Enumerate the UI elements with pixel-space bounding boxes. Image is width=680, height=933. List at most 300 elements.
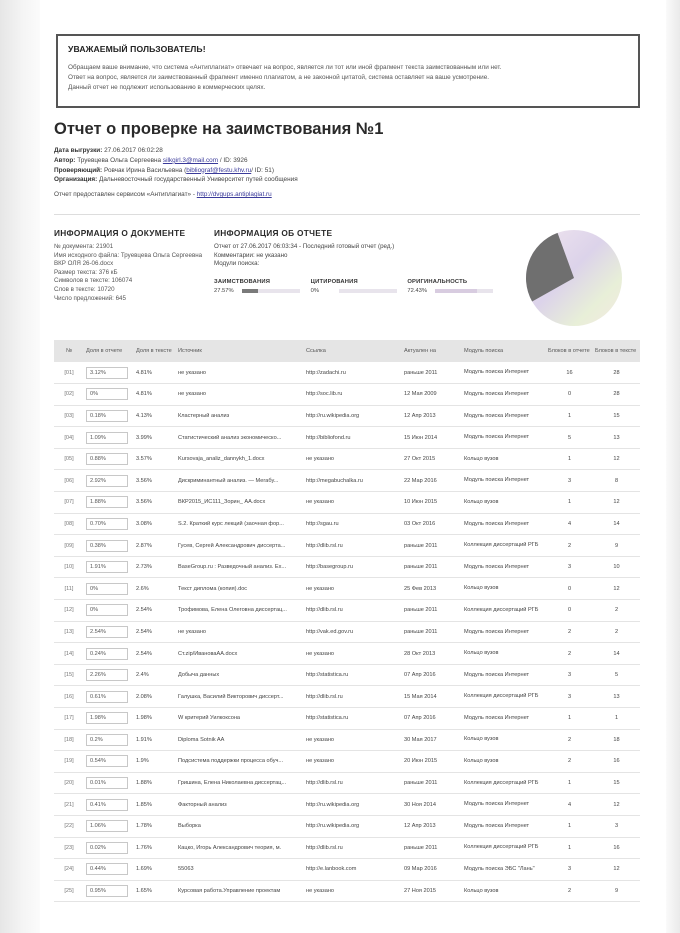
doc-file-name: Имя исходного файла: Труевцева Ольга Сергеевна ВКР ОЛЯ 26-06.docx — [54, 251, 203, 268]
row-share-report-cell — [84, 664, 134, 686]
row-blocks-report: 2 — [546, 535, 593, 557]
row-search-module: Модуль поиска Интернет — [462, 794, 546, 816]
row-number: [12] — [54, 600, 84, 622]
checker-email-link[interactable]: bibliograf@festu.khv.ru — [186, 166, 252, 174]
row-number: [13] — [54, 621, 84, 643]
report-comments: Комментарии: не указано — [214, 251, 288, 259]
row-actual-date: 27 Ноя 2015 — [402, 880, 462, 902]
stat-originality-bar-fill — [435, 289, 477, 293]
report-info-title: ИНФОРМАЦИЯ ОБ ОТЧЕТЕ — [214, 228, 333, 238]
row-blocks-report: 2 — [546, 880, 593, 902]
author-label: Автор: — [54, 156, 76, 164]
author-email-link[interactable]: silkgirl.3@mail.com — [162, 156, 219, 164]
row-source: Факторный анализ — [176, 794, 304, 816]
organization-label: Организация: — [54, 176, 98, 184]
row-source: Кластерный анализ — [176, 405, 304, 427]
row-link: http://dlib.rsl.ru — [304, 837, 402, 859]
row-link: http://statistica.ru — [304, 708, 402, 730]
table-header-row — [54, 340, 640, 362]
row-actual-date: 12 Апр 2013 — [402, 815, 462, 837]
organization-name: Дальневосточный государственный Университет путей сообщения — [99, 176, 298, 184]
table-row[interactable] — [54, 729, 640, 751]
row-search-module: Модуль поиска Интернет — [462, 405, 546, 427]
table-row[interactable] — [54, 513, 640, 535]
stat-originality-bar — [435, 289, 493, 293]
row-blocks-report: 1 — [546, 815, 593, 837]
row-actual-date: раньше 2011 — [402, 556, 462, 578]
sources-table — [54, 340, 640, 902]
row-number: [11] — [54, 578, 84, 600]
notice-line-2: Ответ на вопрос, является ли заимствованный фрагмент именно плагиатом, а не законной цитатой, система оставляет на ваше усмотрение. — [68, 74, 490, 82]
row-actual-date: раньше 2011 — [402, 621, 462, 643]
row-source: Курсовая работа.Управление проектам — [176, 880, 304, 902]
row-share-report: 0.54% — [86, 755, 128, 767]
row-link: http://e.lanbook.com — [304, 859, 402, 881]
row-share-report-cell — [84, 405, 134, 427]
row-source: Подсистема поддержки процесса обуч... — [176, 751, 304, 773]
row-source: BaseGroup.ru : Разведочный анализ. Ех... — [176, 556, 304, 578]
row-share-report: 0% — [86, 604, 128, 616]
row-share-report: 2.54% — [86, 626, 128, 638]
row-link: не указано — [304, 880, 402, 902]
row-number: [16] — [54, 686, 84, 708]
stat-citation-value: 0% — [310, 287, 320, 294]
row-blocks-report: 2 — [546, 729, 593, 751]
row-link: http://soc.lib.ru — [304, 384, 402, 406]
row-actual-date: 30 Ноя 2014 — [402, 794, 462, 816]
row-share-report: 0.02% — [86, 842, 128, 854]
row-search-module: Коллекция диссертаций РГБ — [462, 600, 546, 622]
row-blocks-text: 9 — [593, 880, 640, 902]
table-row[interactable] — [54, 405, 640, 427]
stat-citation — [311, 279, 408, 294]
col-blocks-report-header: Блоков в отчете — [546, 340, 593, 362]
row-source: 55063 — [176, 859, 304, 881]
row-share-report-cell — [84, 621, 134, 643]
row-search-module: Коллекция диссертаций РГБ — [462, 837, 546, 859]
row-number: [17] — [54, 708, 84, 730]
row-share-text: 2.08% — [134, 686, 176, 708]
table-row[interactable] — [54, 492, 640, 514]
author-line — [54, 156, 298, 166]
row-blocks-text: 13 — [593, 686, 640, 708]
table-row[interactable] — [54, 664, 640, 686]
stat-borrowing-bar — [242, 289, 300, 293]
table-row[interactable] — [54, 535, 640, 557]
row-search-module: Кольцо вузов — [462, 729, 546, 751]
col-actual-header: Актуален на — [402, 340, 462, 362]
row-blocks-report: 0 — [546, 600, 593, 622]
row-source: Diploma Sotnik AA — [176, 729, 304, 751]
row-blocks-text: 5 — [593, 664, 640, 686]
row-blocks-text: 16 — [593, 751, 640, 773]
row-blocks-text: 13 — [593, 427, 640, 449]
table-row[interactable] — [54, 427, 640, 449]
row-source: Выборка — [176, 815, 304, 837]
col-link-header: Ссылка — [304, 340, 402, 362]
table-row[interactable] — [54, 470, 640, 492]
row-link: не указано — [304, 751, 402, 773]
row-share-text: 3.08% — [134, 513, 176, 535]
col-number-header: № — [54, 340, 84, 362]
row-source: Статистический анализ экономическо... — [176, 427, 304, 449]
row-share-text: 4.81% — [134, 362, 176, 384]
row-share-report-cell — [84, 643, 134, 665]
checker-label: Проверяющий: — [54, 166, 103, 174]
doc-char-count: Символов в тексте: 106074 — [54, 277, 133, 285]
row-link: не указано — [304, 578, 402, 600]
row-source: S.2. Краткий курс лекций (заочная фор... — [176, 513, 304, 535]
row-source: Трофимова, Елена Олеговна диссертац... — [176, 600, 304, 622]
row-blocks-report: 4 — [546, 513, 593, 535]
row-number: [15] — [54, 664, 84, 686]
row-source: Дискриминантный анализ. — Мегабу... — [176, 470, 304, 492]
row-blocks-report: 0 — [546, 578, 593, 600]
row-number: [18] — [54, 729, 84, 751]
scan-edge-right — [666, 0, 680, 933]
row-link: http://bibliofond.ru — [304, 427, 402, 449]
report-info-section — [214, 228, 504, 294]
row-search-module: Модуль поиска Интернет — [462, 470, 546, 492]
row-number: [01] — [54, 362, 84, 384]
row-share-report-cell — [84, 600, 134, 622]
row-actual-date: раньше 2011 — [402, 600, 462, 622]
row-search-module: Кольцо вузов — [462, 880, 546, 902]
row-search-module: Модуль поиска Интернет — [462, 708, 546, 730]
row-share-text: 2.54% — [134, 621, 176, 643]
row-share-report: 3.12% — [86, 367, 128, 379]
row-blocks-text: 9 — [593, 535, 640, 557]
doc-word-count: Слов в тексте: 10720 — [54, 285, 115, 293]
row-blocks-text: 16 — [593, 837, 640, 859]
service-link[interactable]: http://dvgups.antiplagiat.ru — [196, 191, 272, 199]
row-blocks-text: 12 — [593, 794, 640, 816]
row-link: http://dlib.rsl.ru — [304, 772, 402, 794]
doc-text-size: Размер текста: 376 кБ — [54, 268, 118, 276]
row-blocks-text: 14 — [593, 643, 640, 665]
notice-line-1: Обращаем ваше внимание, что система «Антиплагиат» отвечает на вопрос, является ли тот или иной фрагмент текста заимствованным или нет. — [68, 64, 502, 71]
row-source: Текст диплома (копия).doc — [176, 578, 304, 600]
originality-pie-chart — [524, 228, 624, 328]
row-blocks-report: 3 — [546, 556, 593, 578]
row-share-report: 0.95% — [86, 885, 128, 897]
row-share-report-cell — [84, 794, 134, 816]
row-actual-date: 12 Мая 2009 — [402, 384, 462, 406]
row-share-text: 1.65% — [134, 880, 176, 902]
table-row[interactable] — [54, 837, 640, 859]
row-share-report-cell — [84, 427, 134, 449]
row-source: не указано — [176, 384, 304, 406]
row-actual-date: 25 Фев 2013 — [402, 578, 462, 600]
row-link: http://basegroup.ru — [304, 556, 402, 578]
row-share-report-cell — [84, 448, 134, 470]
author-id: / ID: 3926 — [219, 156, 248, 164]
checker-name: Ровчак Ирина Васильевна ( — [103, 166, 187, 174]
table-row[interactable] — [54, 686, 640, 708]
table-row[interactable] — [54, 794, 640, 816]
row-link: не указано — [304, 448, 402, 470]
row-actual-date: раньше 2011 — [402, 837, 462, 859]
export-date-value: 27.06.2017 06:02:28 — [104, 147, 163, 154]
row-search-module: Кольцо вузов — [462, 578, 546, 600]
row-blocks-text: 12 — [593, 492, 640, 514]
row-source: W критерий Уилкоксона — [176, 708, 304, 730]
row-link: http://ru.wikipedia.org — [304, 794, 402, 816]
row-actual-date: 07 Апр 2016 — [402, 664, 462, 686]
row-share-text: 2.4% — [134, 664, 176, 686]
table-row[interactable] — [54, 751, 640, 773]
col-source-header: Источник — [176, 340, 304, 362]
row-blocks-report: 16 — [546, 362, 593, 384]
row-share-text: 2.54% — [134, 600, 176, 622]
stat-citation-bar — [339, 289, 397, 293]
row-share-text: 2.73% — [134, 556, 176, 578]
stat-borrowing-value: 27.57% — [214, 287, 234, 294]
table-row[interactable] — [54, 362, 640, 384]
row-share-text: 4.13% — [134, 405, 176, 427]
row-share-report-cell — [84, 751, 134, 773]
table-row[interactable] — [54, 859, 640, 881]
row-share-report: 2.92% — [86, 475, 128, 487]
row-share-report-cell — [84, 578, 134, 600]
row-blocks-text: 15 — [593, 405, 640, 427]
row-share-text: 1.98% — [134, 708, 176, 730]
row-source: Гусев, Сергей Александрович диссерта... — [176, 535, 304, 557]
row-actual-date: 28 Окт 2013 — [402, 643, 462, 665]
row-share-text: 1.85% — [134, 794, 176, 816]
doc-number: № документа: 21901 — [54, 243, 114, 250]
row-blocks-report: 1 — [546, 708, 593, 730]
row-share-report: 0.01% — [86, 777, 128, 789]
row-search-module: Кольцо вузов — [462, 751, 546, 773]
row-actual-date: 15 Мая 2014 — [402, 686, 462, 708]
row-blocks-report: 5 — [546, 427, 593, 449]
row-search-module: Модуль поиска Интернет — [462, 362, 546, 384]
row-share-text: 3.57% — [134, 448, 176, 470]
row-share-report: 1.91% — [86, 561, 128, 573]
row-number: [10] — [54, 556, 84, 578]
row-blocks-text: 12 — [593, 859, 640, 881]
row-share-text: 2.54% — [134, 643, 176, 665]
report-info-line: Отчет от 27.06.2017 06:03:34 - Последний готовый отчет (ред.) — [214, 243, 395, 250]
row-link: http://zadachi.ru — [304, 362, 402, 384]
row-number: [06] — [54, 470, 84, 492]
row-link: не указано — [304, 643, 402, 665]
table-row[interactable] — [54, 556, 640, 578]
row-blocks-text: 10 — [593, 556, 640, 578]
row-source: Добыча данных — [176, 664, 304, 686]
row-actual-date: раньше 2011 — [402, 772, 462, 794]
row-share-text: 3.99% — [134, 427, 176, 449]
scan-edge-left — [0, 0, 40, 933]
row-share-text: 1.91% — [134, 729, 176, 751]
row-share-report-cell — [84, 815, 134, 837]
row-share-report-cell — [84, 362, 134, 384]
row-blocks-text: 28 — [593, 384, 640, 406]
table-row[interactable] — [54, 708, 640, 730]
row-share-text: 1.76% — [134, 837, 176, 859]
row-actual-date: 12 Апр 2013 — [402, 405, 462, 427]
report-title: Отчет о проверке на заимствования №1 — [54, 120, 384, 138]
row-search-module: Модуль поиска Интернет — [462, 556, 546, 578]
stat-originality-label: ОРИГИНАЛЬНОСТЬ — [407, 278, 468, 285]
row-actual-date: 20 Июн 2015 — [402, 751, 462, 773]
row-blocks-text: 28 — [593, 362, 640, 384]
row-share-text: 2.6% — [134, 578, 176, 600]
row-link: не указано — [304, 729, 402, 751]
row-blocks-text: 3 — [593, 815, 640, 837]
row-share-text: 3.56% — [134, 470, 176, 492]
row-number: [25] — [54, 880, 84, 902]
row-blocks-report: 1 — [546, 448, 593, 470]
row-number: [20] — [54, 772, 84, 794]
col-blocks-text-header: Блоков в тексте — [593, 340, 640, 362]
row-search-module: Кольцо вузов — [462, 448, 546, 470]
row-source: Гришина, Елена Николаевна диссертац... — [176, 772, 304, 794]
col-share-text-header: Доля в тексте — [134, 340, 176, 362]
row-share-report-cell — [84, 470, 134, 492]
row-number: [24] — [54, 859, 84, 881]
row-search-module: Коллекция диссертаций РГБ — [462, 535, 546, 557]
row-share-report: 0.44% — [86, 863, 128, 875]
row-search-module: Коллекция диссертаций РГБ — [462, 772, 546, 794]
row-search-module: Модуль поиска ЭБС "Лань" — [462, 859, 546, 881]
row-actual-date: 27 Окт 2015 — [402, 448, 462, 470]
row-number: [21] — [54, 794, 84, 816]
stat-originality-value: 72.43% — [407, 287, 428, 294]
row-number: [07] — [54, 492, 84, 514]
row-blocks-text: 1 — [593, 708, 640, 730]
row-share-report-cell — [84, 708, 134, 730]
row-link: http://ru.wikipedia.org — [304, 815, 402, 837]
table-row[interactable] — [54, 815, 640, 837]
table-row[interactable] — [54, 772, 640, 794]
row-blocks-report: 1 — [546, 405, 593, 427]
row-blocks-report: 0 — [546, 384, 593, 406]
export-date-line — [54, 146, 298, 156]
row-share-report-cell — [84, 686, 134, 708]
row-share-report: 0.88% — [86, 453, 128, 465]
row-blocks-report: 2 — [546, 751, 593, 773]
row-share-report-cell — [84, 837, 134, 859]
row-blocks-report: 4 — [546, 794, 593, 816]
row-source: ВКР2015_ИС111_Зорин_ АА.docx — [176, 492, 304, 514]
table-row[interactable] — [54, 384, 640, 406]
row-blocks-text: 18 — [593, 729, 640, 751]
row-number: [14] — [54, 643, 84, 665]
row-number: [19] — [54, 751, 84, 773]
row-link: http://dlib.rsl.ru — [304, 600, 402, 622]
row-blocks-report: 3 — [546, 859, 593, 881]
table-row[interactable] — [54, 880, 640, 902]
user-notice-box — [56, 34, 640, 108]
col-module-header: Модуль поиска — [462, 340, 546, 362]
row-share-text: 3.56% — [134, 492, 176, 514]
row-blocks-text: 12 — [593, 578, 640, 600]
row-share-report: 0.41% — [86, 799, 128, 811]
row-number: [23] — [54, 837, 84, 859]
row-blocks-report: 1 — [546, 837, 593, 859]
row-share-report: 0% — [86, 388, 128, 400]
row-blocks-text: 8 — [593, 470, 640, 492]
row-link: http://vak.ed.gov.ru — [304, 621, 402, 643]
row-actual-date: 10 Июн 2015 — [402, 492, 462, 514]
row-share-text: 1.78% — [134, 815, 176, 837]
row-share-report-cell — [84, 729, 134, 751]
row-link: http://megabuchalka.ru — [304, 470, 402, 492]
row-link: http://dlib.rsl.ru — [304, 535, 402, 557]
row-link: http://ru.wikipedia.org — [304, 405, 402, 427]
row-share-text: 1.88% — [134, 772, 176, 794]
row-blocks-text: 2 — [593, 600, 640, 622]
row-share-report: 0% — [86, 583, 128, 595]
stat-borrowing-label: ЗАИМСТВОВАНИЯ — [214, 278, 271, 285]
stat-citation-label: ЦИТИРОВАНИЯ — [310, 278, 358, 285]
stat-borrowing — [214, 279, 311, 294]
row-search-module: Модуль поиска Интернет — [462, 664, 546, 686]
provided-by-line — [54, 190, 298, 200]
row-actual-date: 07 Апр 2016 — [402, 708, 462, 730]
row-share-text: 1.9% — [134, 751, 176, 773]
row-actual-date: раньше 2011 — [402, 362, 462, 384]
row-blocks-report: 1 — [546, 772, 593, 794]
row-share-report: 0.24% — [86, 648, 128, 660]
row-share-text: 2.87% — [134, 535, 176, 557]
table-row[interactable] — [54, 578, 640, 600]
row-actual-date: раньше 2011 — [402, 535, 462, 557]
row-share-report-cell — [84, 556, 134, 578]
row-share-report: 0.2% — [86, 734, 128, 746]
row-blocks-report: 1 — [546, 492, 593, 514]
row-link: не указано — [304, 492, 402, 514]
row-share-report-cell — [84, 859, 134, 881]
section-divider — [54, 214, 640, 215]
row-link: http://sgau.ru — [304, 513, 402, 535]
checker-line — [54, 166, 298, 176]
row-number: [02] — [54, 384, 84, 406]
report-meta — [54, 146, 298, 200]
row-blocks-report: 2 — [546, 621, 593, 643]
row-number: [03] — [54, 405, 84, 427]
row-blocks-report: 3 — [546, 664, 593, 686]
author-name: Труевцева Ольга Сергеевна — [77, 156, 162, 164]
row-share-text: 4.81% — [134, 384, 176, 406]
row-share-report: 1.88% — [86, 496, 128, 508]
report-modules: Модули поиска: — [214, 260, 260, 268]
row-search-module: Модуль поиска Интернет — [462, 815, 546, 837]
table-row[interactable] — [54, 643, 640, 665]
row-share-report: 0.61% — [86, 691, 128, 703]
table-row[interactable] — [54, 448, 640, 470]
table-row[interactable] — [54, 621, 640, 643]
organization-line — [54, 175, 298, 185]
row-source: Кацко, Игорь Александрович теория, м. — [176, 837, 304, 859]
notice-title: УВАЖАЕМЫЙ ПОЛЬЗОВАТЕЛЬ! — [68, 44, 206, 54]
export-date-label: Дата выгрузки: — [54, 147, 103, 154]
row-blocks-text: 12 — [593, 448, 640, 470]
row-source: Галушка, Василий Викторович диссерт... — [176, 686, 304, 708]
table-row[interactable] — [54, 600, 640, 622]
row-share-text: 1.69% — [134, 859, 176, 881]
row-share-report: 1.09% — [86, 432, 128, 444]
row-share-report-cell — [84, 513, 134, 535]
checker-id: / ID: 51) — [251, 166, 274, 174]
row-share-report: 0.18% — [86, 410, 128, 422]
row-actual-date: 03 Окт 2016 — [402, 513, 462, 535]
row-blocks-report: 2 — [546, 643, 593, 665]
row-link: http://statistica.ru — [304, 664, 402, 686]
doc-sentence-count: Число предложений: 645 — [54, 294, 126, 302]
